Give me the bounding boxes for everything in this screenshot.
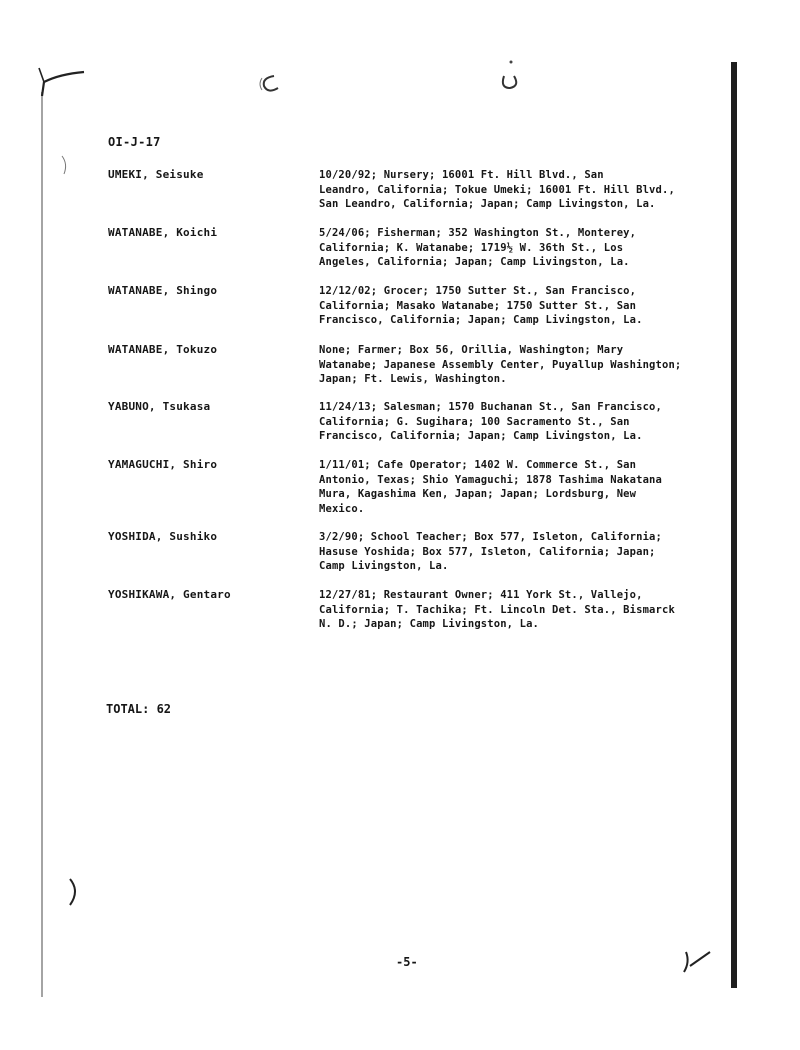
detail-line: Camp Livingston, La. <box>319 560 449 572</box>
person-name: YABUNO, Tsukasa <box>108 400 211 413</box>
record-details <box>319 530 724 574</box>
record-details <box>319 284 724 328</box>
person-name: YAMAGUCHI, Shiro <box>108 458 218 471</box>
detail-line: 12/27/81; Restaurant Owner; 411 York St., Vallejo, <box>319 589 643 601</box>
detail-line: Mura, Kagashima Ken, Japan; Japan; Lordsburg, New <box>319 488 637 500</box>
record-details <box>319 343 724 387</box>
person-name: UMEKI, Seisuke <box>108 168 204 181</box>
pen-stroke-mark <box>672 938 722 978</box>
scan-artifact-mark <box>56 150 76 180</box>
detail-line: Francisco, California; Japan; Camp Livingston, La. <box>319 314 643 326</box>
person-name: WATANABE, Koichi <box>108 226 218 239</box>
detail-line: Francisco, California; Japan; Camp Livingston, La. <box>319 430 643 442</box>
person-name: YOSHIKAWA, Gentaro <box>108 588 231 601</box>
detail-line: Mexico. <box>319 502 365 515</box>
record-details <box>319 458 724 516</box>
detail-line: 5/24/06; Fisherman; 352 Washington St., Monterey, <box>319 227 637 239</box>
detail-line: California; Masako Watanabe; 1750 Sutter St., San <box>319 299 637 312</box>
punch-hole-mark <box>496 58 526 96</box>
document-id: OI-J-17 <box>108 135 161 149</box>
person-name: YOSHIDA, Sushiko <box>108 530 218 543</box>
record-details <box>319 588 724 632</box>
detail-line: Watanabe; Japanese Assembly Center, Puyallup Washington; <box>319 358 682 371</box>
detail-line: California; G. Sugihara; 100 Sacramento St., San <box>319 415 630 428</box>
punch-hole-mark <box>256 72 286 96</box>
detail-line: Antonio, Texas; Shio Yamaguchi; 1878 Tashima Nakatana <box>319 473 662 486</box>
detail-line: San Leandro, California; Japan; Camp Livingston, La. <box>319 198 656 210</box>
person-name: WATANABE, Shingo <box>108 284 218 297</box>
scan-artifact-mark <box>62 875 86 911</box>
detail-line: California; K. Watanabe; 1719½ W. 36th St., Los <box>319 241 624 254</box>
detail-line: Hasuse Yoshida; Box 577, Isleton, California; Japan; <box>319 545 656 558</box>
record-details <box>319 168 724 212</box>
person-name: WATANABE, Tokuzo <box>108 343 218 356</box>
detail-line: 12/12/02; Grocer; 1750 Sutter St., San Francisco, <box>319 285 637 297</box>
detail-line: 3/2/90; School Teacher; Box 577, Isleton, California; <box>319 531 662 543</box>
scan-border-left <box>41 92 43 997</box>
detail-line: Leandro, California; Tokue Umeki; 16001 Ft. Hill Blvd., <box>319 183 675 196</box>
detail-line: 1/11/01; Cafe Operator; 1402 W. Commerce St., San <box>319 459 637 471</box>
page-number: -5- <box>396 955 418 969</box>
detail-line: Japan; Ft. Lewis, Washington. <box>319 373 507 385</box>
pen-stroke-mark <box>30 60 90 100</box>
total-count: TOTAL: 62 <box>106 702 172 716</box>
scan-border-right <box>731 62 737 988</box>
detail-line: 10/20/92; Nursery; 16001 Ft. Hill Blvd., San <box>319 169 604 181</box>
detail-line: None; Farmer; Box 56, Orillia, Washington; Mary <box>319 344 624 356</box>
record-details <box>319 400 724 444</box>
detail-line: California; T. Tachika; Ft. Lincoln Det. Sta., Bismarck <box>319 603 675 616</box>
detail-line: N. D.; Japan; Camp Livingston, La. <box>319 618 540 630</box>
record-details <box>319 226 724 270</box>
detail-line: 11/24/13; Salesman; 1570 Buchanan St., San Francisco, <box>319 401 662 413</box>
detail-line: Angeles, California; Japan; Camp Livingston, La. <box>319 256 630 268</box>
